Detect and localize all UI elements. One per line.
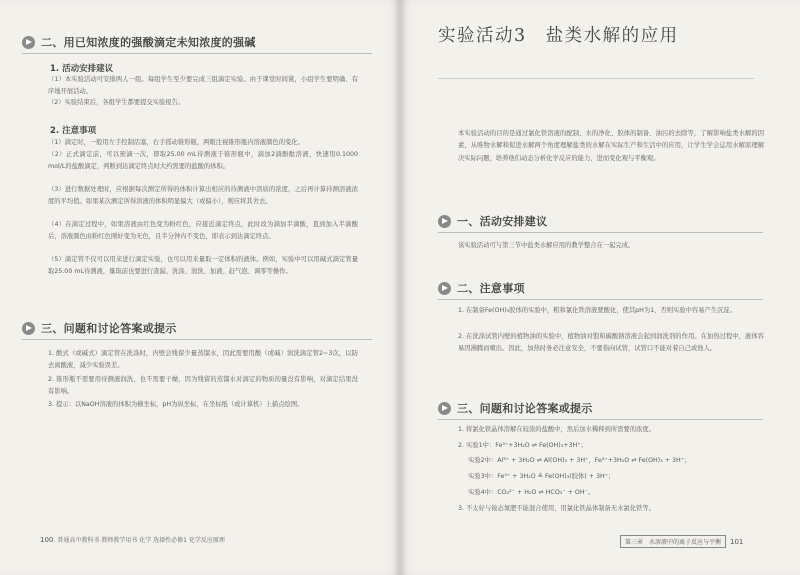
right-r1: 1. 将氯化铁晶体溶解在较浓的盐酸中，然后加水稀释到所需要的浓度。	[458, 426, 655, 433]
left-footer	[40, 535, 225, 544]
left-section2-header	[22, 34, 256, 50]
play-bullet-icon	[22, 36, 35, 49]
right-section2-heading: 二、注意事项	[457, 282, 525, 295]
left-sub1-heading: 1. 活动安排建议	[50, 64, 114, 74]
section-underline	[22, 339, 372, 340]
right-r2c: 实验3中：Fe³⁺ + 3H₂O ≜ Fe(OH)₃(胶体) + 3H⁺；	[468, 473, 615, 480]
title-divider	[438, 78, 754, 79]
left-q3: 3. 提示：以NaOH溶液的体积为横坐标，pH为纵坐标，在坐标纸（或计算机）上描点绘图。	[48, 401, 304, 408]
left-sub2-p2: （2）正式滴定前，可以预滴一次，即取25.00 mL待测液于锥形瓶中，滴加2滴酚酞溶液，快速用0.1000 mol/L的盐酸滴定，判断到达滴定终点时大约需要的盐酸的体积。	[48, 151, 358, 170]
left-sub2-p5: （5）滴定管不仅可以用来进行滴定实验，也可以用来量取一定体积的液体。例如，实验中可以用碱式滴定管量取25.00 mL待测液，量取前也要进行查漏、洗涤、润洗、加液、赶气泡、调零等操作。	[48, 256, 358, 275]
left-sub1-p1: （1）本实验活动可安排两人一组。每组学生至少要完成三组滴定实验。由于课堂时间紧，小组学生要明确、有序地开展活动。	[48, 76, 358, 95]
left-sub2-p1: （1）滴定时，一般用左手控制活塞，右手摇动锥形瓶，两眼注视锥形瓶内溶液颜色的变化。	[48, 139, 304, 146]
section-underline	[438, 299, 763, 300]
right-r2d: 实验4中：CO₃²⁻ + H₂O ⇌ HCO₃⁻ + OH⁻。	[468, 489, 595, 496]
section-underline	[22, 53, 372, 54]
left-page-number: 100	[40, 535, 54, 544]
left-section2-heading: 二、用已知浓度的强酸滴定未知浓度的强碱	[41, 36, 256, 49]
left-q2: 2. 锥形瓶不需要用待测液润洗，也不需要干燥，因为残留的蒸馏水对滴定的物质的量没有影响，对滴定结果没有影响。	[48, 376, 358, 395]
left-sub2-heading: 2. 注意事项	[50, 126, 97, 136]
left-q1: 1. 酸式（或碱式）滴定管在洗涤时，内壁会残留少量蒸馏水，因此需要用酸（或碱）润洗滴定管2~3次，以防去离酸液，减少实验误差。	[48, 350, 358, 369]
play-bullet-icon	[22, 322, 35, 335]
right-footer	[620, 535, 743, 548]
right-intro: 本实验活动的目的是通过氯化铁溶液的配制、水的净化、胶体的制备、油污的去除等，了解影响盐类水解的因素，从唯物水解和促进水解两个角度理解盐类的水解在实际生产和生活中的应用，让学生学会运用水解原理解决实际问题，培养他们动态分析化学反应的能力，进而变化观与平衡观。	[458, 130, 764, 162]
right-section1-header	[438, 213, 547, 229]
right-section3-heading: 三、问题和讨论答案或提示	[457, 402, 593, 415]
left-sub2-p4: （4）在滴定过程中，如果溶液由红色变为粉红色，应接近滴定终点，此时改为滴加半滴酸，直到加入半滴酸后，溶液颜色由粉红色刚好变为无色，且半分钟内不变色，即表示到达滴定终点。	[48, 221, 358, 240]
left-section3-heading: 三、问题和讨论答案或提示	[41, 322, 177, 335]
left-sub1-p2: （2）实验结束后，各组学生都要提交实验报告。	[48, 99, 185, 106]
right-section2-header	[438, 280, 525, 296]
play-bullet-icon	[438, 282, 451, 295]
right-section3-header	[438, 400, 593, 416]
section-underline	[438, 232, 763, 233]
right-page-title: 实验活动3 盐类水解的应用	[438, 26, 679, 46]
right-footer-chapter: 第三章 水溶液中的离子反应与平衡	[620, 535, 726, 548]
section-underline	[438, 419, 763, 420]
play-bullet-icon	[438, 215, 451, 228]
right-section1-p: 该实验活动可与第三节中盐类水解应用的教学整合在一起完成。	[458, 242, 635, 249]
right-r2: 2. 实验1中：Fe³⁺+3H₂O ⇌ Fe(OH)₃+3H⁺；	[458, 442, 587, 449]
right-page-number: 101	[730, 537, 744, 546]
right-section1-heading: 一、活动安排建议	[457, 215, 548, 228]
play-bullet-icon	[438, 402, 451, 415]
right-section2-p1: 1. 在制备Fe(OH)₃胶体的实验中，粗和氯化铁溶液要酸化，使其pH为1，否则实验中容易产生沉淀。	[458, 307, 737, 314]
right-r3: 3. 不太好与铵态氮肥不能混合使用，用氯化铁晶体制备无水氯化铁等。	[458, 505, 655, 512]
left-footer-text: 普通高中教科书 教师教学用书 化学 选择性必修1 化学反应原理	[57, 537, 225, 544]
right-section2-p2: 2. 在洗涤试管内壁的植物油的实验中，植物油对饱和碳酸钠溶液会起到润洗剂的作用。在加热过程中，液体容易因沸腾而喷出。因此，加热时务必注意安全，不要指向试管，试管口不能对着自己或他人。	[458, 333, 764, 353]
right-r2b: 实验2中：Al³⁺ + 3H₂O ⇌ Al(OH)₃ + 3H⁺，Fe³⁺+3H₂O ⇌ Fe(OH)₃ + 3H⁺；	[468, 457, 691, 464]
left-section3-header	[22, 320, 177, 336]
left-sub2-p3: （3）进行数据处理时，应根据每次测定所得的体积计算出相应的待测液中溶质的浓度，之后再计算待测溶液浓度的平均值。如果某次测定所得溶液的体积明显偏大（或偏小），则应将其舍去。	[48, 186, 358, 205]
